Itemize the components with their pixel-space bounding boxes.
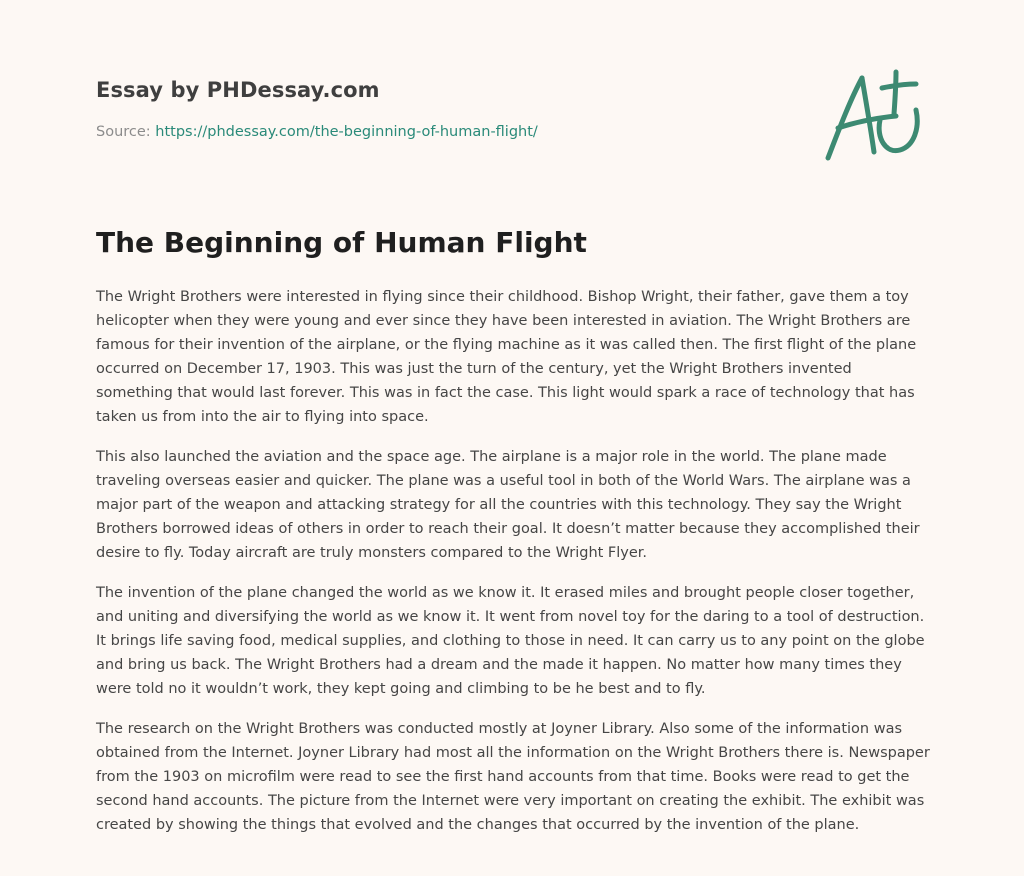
source-line: [96, 124, 538, 140]
a-plus-logo: [816, 62, 926, 166]
source-label: Source:: [96, 124, 156, 140]
essay-paragraph: The research on the Wright Brothers was conducted mostly at Joyner Library. Also some of the information was obtained from the Internet. Joyner Library had most all the information on the Wright Brothers there is. Newspaper from the 1903 on microfilm were read to see the first hand accounts from that time. Books were read to get the second hand accounts. The picture from the Internet were very important on creating the exhibit. The exhibit was created by showing the things that evolved and the changes that occurred by the invention of the plane.: [96, 721, 930, 833]
logo-a-crossbar: [838, 116, 896, 128]
essay-paragraph: The Wright Brothers were interested in flying since their childhood. Bishop Wright, their father, gave them a toy helicopter when they were young and ever since they have been interested in aviation. The Wright Brothers are famous for their invention of the airplane, or the flying machine as it was called then. The first flight of the plane occurred on December 17, 1903. This was just the turn of the century, yet the Wright Brothers invented something that would last forever. This was in fact the case. This light would spark a race of technology that has taken us from into the air to flying into space.: [96, 289, 917, 425]
brand-name: Essay by PHDessay.com: [96, 78, 380, 102]
source-link[interactable]: https://phdessay.com/the-beginning-of-human-flight/: [155, 124, 538, 140]
logo-a-left-stroke: [828, 78, 862, 158]
logo-plus-horizontal: [882, 84, 916, 88]
essay-body: [96, 285, 932, 853]
logo-plus-vertical: [894, 72, 896, 114]
essay-paragraph: The invention of the plane changed the world as we know it. It erased miles and brought people closer together, and uniting and diversifying the world as we know it. It went from novel toy for the daring to a tool of destruction. It brings life saving food, medical supplies, and clothing to those in need. It can carry us to any point on the globe and bring us back. The Wright Brothers had a dream and the made it happen. No matter how many times they were told no it wouldn’t work, they kept going and climbing to be he best and to fly.: [96, 585, 925, 697]
logo-a-right-stroke: [862, 78, 874, 152]
essay-title: The Beginning of Human Flight: [96, 226, 587, 259]
essay-paragraph: This also launched the aviation and the space age. The airplane is a major role in the world. The plane made traveling overseas easier and quicker. The plane was a useful tool in both of the World Wars. The airplane was a major part of the weapon and attacking strategy for all the countries with this technology. They say the Wright Brothers borrowed ideas of others in order to reach their goal. It doesn’t matter because they accomplished their desire to fly. Today aircraft are truly monsters compared to the Wright Flyer.: [96, 449, 920, 561]
